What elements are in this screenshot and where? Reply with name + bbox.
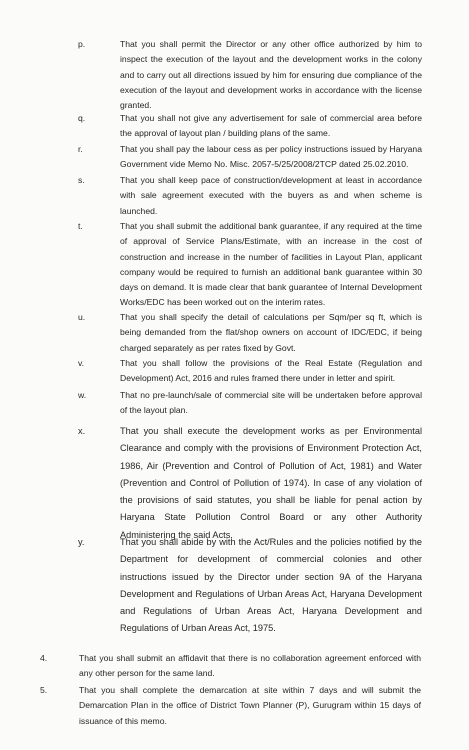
clause-label: q. — [78, 113, 86, 123]
clause-text: That you shall submit an affidavit that there is no collaboration agreement enforced with any other person for the same land. — [79, 653, 421, 679]
clause-text: That you shall permit the Director or any other office authorized by him to inspect the execution of the layout and the development works in the colony and to carry out all directions issued by him for ensuring due compliance of the execution of the layout and development works in accordance with the license granted. — [120, 39, 422, 111]
clause-text: That no pre-launch/sale of commercial site will be undertaken before approval of the layout plan. — [120, 390, 422, 416]
clause-label: 4. — [40, 653, 48, 663]
clause-label: s. — [78, 175, 85, 185]
clause-text: That you shall follow the provisions of the Real Estate (Regulation and Development) Act, 2016 and rules framed there under in letter and spirit. — [120, 358, 422, 384]
clause-label: 5. — [40, 685, 48, 695]
clause-label: r. — [78, 144, 83, 154]
clause-text: That you shall submit the additional bank guarantee, if any required at the time of approval of Service Plans/Estimate, with an increase in the cost of construction and increase in the number of facilities in Layout Plan, applicant company would be required to furnish an additional bank guarantee within 30 days on demand. It is made clear that bank guarantee of Internal Development Works/EDC has been worked out on the interim rates. — [120, 221, 422, 308]
clause-text: That you shall specify the detail of calculations per Sqm/per sq ft, which is being demanded from the flat/shop owners on account of IDC/EDC, if being charged separately as per rates fixed by Govt. — [120, 312, 422, 353]
clause-text: That you shall complete the demarcation at site within 7 days and will submit the Demarcation Plan in the office of District Town Planner (P), Gurugram within 15 days of issuance of this memo. — [79, 685, 421, 726]
clause-label: y. — [78, 537, 85, 547]
clause-label: w. — [78, 390, 87, 400]
clause-text: That you shall execute the development works as per Environmental Clearance and comply with the provisions of Environment Protection Act, 1986, Air (Prevention and Control of Pollution of Act, 1981) and Water (Prevention and Control of Pollution of 1974). In case of any violation of the provisions of said statutes, you shall be liable for penal action by Haryana State Pollution Control Board or any other Authority Administering the said Acts. — [120, 426, 422, 540]
clause-text: That you shall abide by with the Act/Rules and the policies notified by the Department for development of commercial colonies and other instructions issued by the Director under section 9A of the Haryana Development and Regulations of Urban Areas Act, Haryana Development and Regulations of Urban Areas Act, Haryana Development and Regulations of Urban Areas Act, 1975. — [120, 537, 422, 634]
clause-label: v. — [78, 358, 85, 368]
clause-text: That you shall not give any advertisement for sale of commercial area before the approval of layout plan / building plans of the same. — [120, 113, 422, 139]
clause-label: u. — [78, 312, 86, 322]
clause-label: x. — [78, 426, 86, 436]
clause-label: t. — [78, 221, 83, 231]
clause-text: That you shall keep pace of construction/development at least in accordance with sale agreement executed with the buyers as and when scheme is launched. — [120, 175, 422, 216]
clause-label: p. — [78, 39, 86, 49]
clause-text: That you shall pay the labour cess as per policy instructions issued by Haryana Government vide Memo No. Misc. 2057-5/25/2008/2TCP dated 25.02.2010. — [120, 144, 422, 170]
